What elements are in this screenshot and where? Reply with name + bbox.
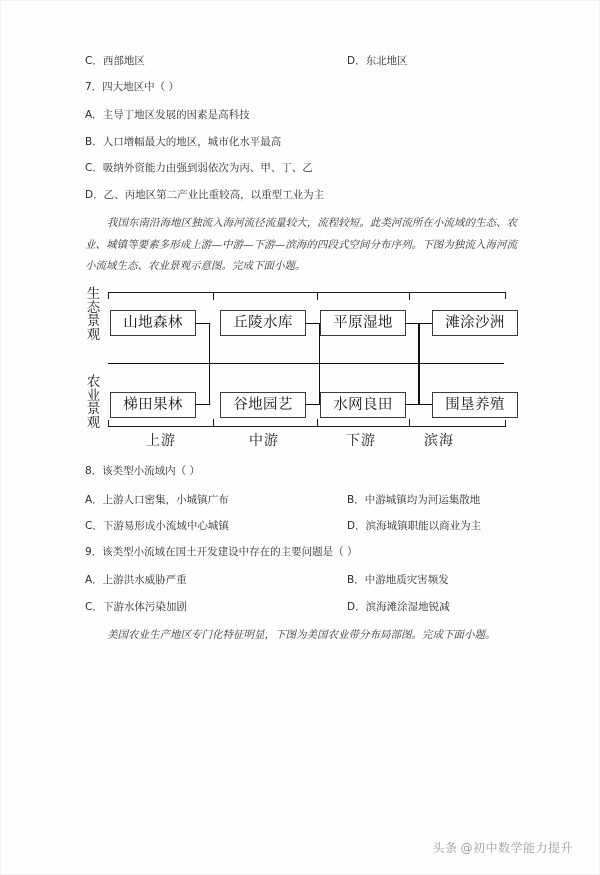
agr-char-3: 观	[86, 415, 101, 432]
question-9-option-a: A．上游洪水威胁严重	[85, 574, 187, 587]
eco-char-2: 景	[86, 313, 101, 330]
connector-upstream	[196, 323, 210, 405]
box-downstream-agr: 水网良田	[320, 392, 406, 418]
bottom-tick-2	[317, 419, 318, 426]
connector-midstream	[306, 323, 320, 405]
question-7-option-b: B．人口增幅最大的地区，城市化水平最高	[85, 135, 282, 148]
page-content	[85, 53, 517, 647]
agr-char-1: 业	[86, 387, 101, 404]
question-8-option-a: A．上游人口密集，小城镇广布	[85, 493, 229, 506]
question-8-stem: 8．该类型小流域内（ ）	[85, 464, 201, 477]
segment-label-upstream: 上游	[146, 432, 176, 449]
question-9-options-cd	[85, 599, 517, 614]
figure-top-bracket	[108, 292, 506, 299]
passage-us-agriculture: 美国农业生产地区专门化特征明显，下图为美国农业带分布局部图。完成下面小题。	[107, 629, 496, 642]
figure-watershed-landscape	[85, 284, 517, 460]
question-6-options-cd	[85, 53, 517, 68]
segment-label-midstream: 中游	[249, 432, 279, 449]
figure-row-label-agricultural	[85, 373, 102, 432]
connector-coastal	[418, 323, 432, 405]
question-8-option-c: C．下游易形成小流域中心城镇	[85, 520, 229, 533]
eco-char-3: 观	[86, 327, 101, 344]
figure-row-label-ecological	[85, 285, 102, 344]
segment-label-downstream: 下游	[346, 432, 376, 449]
top-tick-1	[213, 293, 214, 300]
eco-char-0: 生	[86, 285, 101, 302]
question-8-options-ab	[85, 492, 517, 507]
box-coastal-eco: 滩涂沙洲	[432, 310, 518, 336]
figure-bottom-bracket	[108, 420, 506, 427]
eco-char-1: 态	[86, 299, 101, 316]
box-midstream-eco: 丘陵水库	[220, 310, 306, 336]
question-7-option-a: A．主导丁地区发展的因素是高科技	[85, 109, 250, 122]
watermark	[432, 839, 573, 856]
box-midstream-agr: 谷地园艺	[220, 392, 306, 418]
box-coastal-agr: 围垦养殖	[432, 392, 518, 418]
question-9-option-c: C．下游水体污染加剧	[85, 600, 187, 613]
passage-river-basin: 我国东南沿海地区独流入海河流径流量较大，流程较短。此类河流所在小流域的生态、农业、城镇等要素多形成上游—中游—下游—滨海的四段式空间分布序列。下图为独流入海河流小流域生态、农业景观示意图。完成下面小题。	[85, 217, 517, 273]
box-upstream-agr: 梯田果林	[110, 392, 196, 418]
question-7-option-c: C．吸纳外资能力由强到弱依次为丙、甲、丁、乙	[85, 162, 313, 175]
top-tick-2	[317, 293, 318, 300]
bottom-tick-3	[409, 419, 410, 426]
watermark-brand: 头条	[432, 841, 458, 855]
agr-char-2: 景	[86, 401, 101, 418]
agr-char-0: 农	[86, 373, 101, 390]
question-9-option-b: B．中游地质灾害频发	[347, 574, 449, 587]
question-8-option-b: B．中游城镇均为河运集散地	[347, 493, 481, 506]
watermark-handle: @初中数学能力提升	[460, 841, 573, 855]
box-upstream-eco: 山地森林	[110, 310, 196, 336]
question-7-stem: 7．四大地区中（ ）	[85, 80, 180, 93]
question-8-option-d: D．滨海城镇职能以商业为主	[347, 520, 482, 533]
question-9-options-ab	[85, 572, 517, 587]
figure-plot-area	[106, 284, 517, 460]
question-6-option-c: C．西部地区	[85, 55, 145, 67]
top-tick-3	[409, 293, 410, 300]
segment-label-coastal: 滨海	[424, 432, 454, 449]
question-8-options-cd	[85, 518, 517, 533]
question-6-option-d: D．东北地区	[347, 55, 408, 67]
box-downstream-eco: 平原湿地	[320, 310, 406, 336]
question-9-stem: 9．该类型小流域在国土开发建设中存在的主要问题是（ ）	[85, 545, 358, 558]
bottom-tick-1	[213, 419, 214, 426]
question-9-option-d: D．滨海滩涂湿地锐减	[347, 600, 450, 613]
question-7-option-d: D．乙、丙地区第二产业比重较高，以重型工业为主	[85, 188, 325, 201]
